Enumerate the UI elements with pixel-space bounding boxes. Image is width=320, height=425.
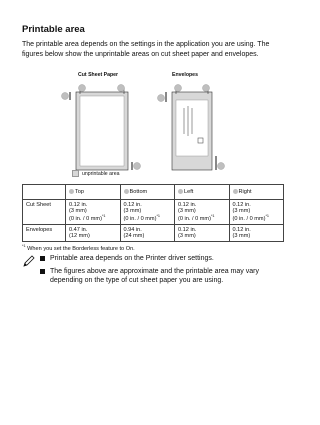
table-row	[23, 224, 284, 241]
page-title: Printable area	[22, 24, 85, 35]
left-marker-icon	[175, 85, 182, 92]
table-cell: 0.12 in. (3 mm) (0 in. / 0 mm)$^{*1}$	[175, 200, 230, 225]
table-cell: 0.94 in. (24 mm)	[120, 224, 175, 241]
row-label: Envelopes	[23, 224, 66, 241]
table-cell: 0.12 in. (3 mm) (0 in. / 0 mm)$^{*1}$	[66, 200, 121, 225]
bottom-marker-icon	[134, 163, 141, 170]
left-marker-icon	[79, 85, 86, 92]
table-row	[23, 200, 284, 225]
table-cell: 0.12 in. (3 mm) (0 in. / 0 mm)$^{*1}$	[120, 200, 175, 225]
note-item: Printable area depends on the Printer driver settings.	[40, 254, 284, 264]
table-header-cell	[23, 185, 66, 200]
figure-legend	[72, 170, 120, 177]
note-block	[22, 254, 284, 289]
cut-sheet-illustration	[62, 85, 141, 171]
row-label: Cut Sheet	[23, 200, 66, 225]
table-cell: 0.12 in. (3 mm)	[229, 224, 284, 241]
pencil-note-icon	[22, 254, 36, 268]
right-marker-icon	[118, 85, 125, 92]
left-marker-icon	[178, 189, 183, 194]
table-header-row	[23, 185, 284, 200]
printable-area-diagram	[60, 80, 240, 180]
intro-paragraph: The printable area depends on the settings in the application you are using. The figures below show the unprintable areas on cut sheet paper and envelopes.	[22, 41, 270, 58]
unprintable-swatch-icon	[72, 170, 79, 177]
legend-label: unprintable area	[82, 170, 120, 177]
cut-sheet-caption: Cut Sheet Paper	[78, 72, 119, 78]
table-header-cell: Top	[66, 185, 121, 200]
table-cell: 0.12 in. (3 mm)	[175, 224, 230, 241]
table-header-cell: Bottom	[120, 185, 175, 200]
envelope-illustration	[158, 85, 225, 171]
top-marker-icon	[158, 95, 165, 102]
table-cell: 0.12 in. (3 mm) (0 in. / 0 mm)$^{*1}$	[229, 200, 284, 225]
note-item: The figures above are approximate and the printable area may vary depending on the type of cut sheet paper you are using.	[40, 267, 284, 286]
table-cell: 0.47 in. (12 mm)	[66, 224, 121, 241]
table-header-cell: Right	[229, 185, 284, 200]
footnote: $^{*1}$ When you set the Borderless feature to On.	[22, 244, 135, 252]
right-marker-icon	[233, 189, 238, 194]
top-marker-icon	[69, 189, 74, 194]
table-header-cell: Left	[175, 185, 230, 200]
right-marker-icon	[203, 85, 210, 92]
envelopes-caption: Envelopes	[172, 72, 198, 78]
margin-table	[22, 184, 284, 242]
bottom-marker-icon	[218, 163, 225, 170]
top-marker-icon	[62, 93, 69, 100]
bottom-marker-icon	[124, 189, 129, 194]
